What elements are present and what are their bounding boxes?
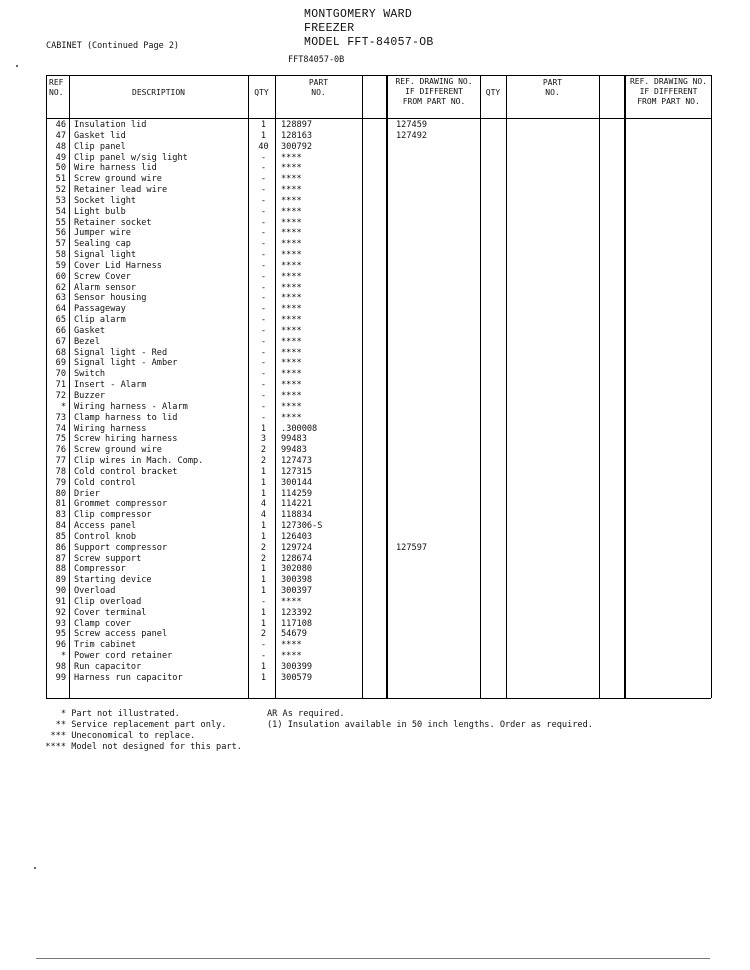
qty-cell: - bbox=[260, 228, 267, 239]
header-part-no: PART NO. bbox=[308, 78, 329, 97]
description-cell: Wiring harness bbox=[74, 423, 147, 434]
part-no-cell: 126403 bbox=[281, 531, 313, 542]
description-cell: Clamp cover bbox=[74, 618, 131, 629]
ref-no-cell: 65 bbox=[55, 315, 66, 326]
part-no-cell: 127315 bbox=[281, 466, 313, 477]
qty-cell: 1 bbox=[260, 130, 267, 141]
part-no-cell: **** bbox=[281, 152, 302, 163]
part-no-cell: **** bbox=[281, 282, 302, 293]
footnotes-left bbox=[44, 709, 242, 753]
ref-no-cell: 98 bbox=[55, 662, 66, 672]
col-line bbox=[480, 75, 481, 698]
col-line bbox=[248, 75, 249, 698]
header-description: DESCRIPTION bbox=[132, 88, 185, 97]
ref-drawing-cell: 127492 bbox=[396, 130, 428, 141]
part-no-cell: **** bbox=[281, 206, 302, 217]
qty-cell: - bbox=[260, 325, 267, 336]
part-no-cell: 127306-S bbox=[281, 521, 323, 532]
ref-no-cell: 93 bbox=[55, 618, 66, 629]
qty-cell: 2 bbox=[260, 629, 267, 640]
description-cell: Clip alarm bbox=[74, 315, 126, 326]
qty-cell: - bbox=[260, 217, 267, 228]
footnote-mark: *** bbox=[50, 731, 66, 741]
ref-no-cell: 83 bbox=[55, 510, 66, 521]
ref-no-cell: 90 bbox=[55, 586, 66, 597]
qty-cell: - bbox=[260, 293, 267, 304]
ref-no-cell: 72 bbox=[55, 391, 66, 401]
footnote: (1) Insulation available in 50 inch lengths. Order as required. bbox=[267, 720, 593, 730]
description-cell: Bezel bbox=[74, 336, 100, 347]
footnote bbox=[44, 742, 242, 753]
description-cell: Passageway bbox=[74, 304, 126, 315]
part-no-cell: **** bbox=[281, 239, 302, 250]
ref-no-cell: 99 bbox=[55, 672, 66, 683]
qty-cell: 3 bbox=[260, 434, 267, 445]
part-no-cell: 300399 bbox=[281, 662, 313, 672]
qty-cell: - bbox=[260, 282, 267, 293]
part-no-cell: **** bbox=[281, 304, 302, 315]
qty-cell: 1 bbox=[260, 531, 267, 542]
ref-no-cell: 89 bbox=[55, 575, 66, 586]
footnote-text: Service replacement part only. bbox=[71, 720, 227, 730]
part-no-cell: .300008 bbox=[281, 423, 318, 434]
part-no-cell: 300792 bbox=[281, 141, 313, 152]
part-no-cell: **** bbox=[281, 596, 302, 607]
qty-cell: 4 bbox=[260, 510, 267, 521]
footnote bbox=[44, 709, 242, 720]
ref-no-cell: 87 bbox=[55, 553, 66, 564]
ref-no-cell: 76 bbox=[55, 445, 66, 456]
qty-cell: - bbox=[260, 163, 267, 174]
description-cell: Switch bbox=[74, 369, 106, 380]
part-no-cell: 302080 bbox=[281, 564, 313, 575]
description-cell: Buzzer bbox=[74, 391, 106, 401]
qty-cell: - bbox=[260, 380, 267, 391]
ref-no-cell: 52 bbox=[55, 185, 66, 196]
description-cell: Wiring harness - Alarm bbox=[74, 401, 188, 412]
ref-no-cell: 75 bbox=[55, 434, 66, 445]
ref-no-cell: 96 bbox=[55, 640, 66, 651]
part-no-cell: **** bbox=[281, 271, 302, 282]
description-cell: Screw support bbox=[74, 553, 142, 564]
part-no-cell: 99483 bbox=[281, 445, 307, 456]
part-no-cell: **** bbox=[281, 391, 302, 401]
scan-speck bbox=[16, 65, 18, 67]
ref-no-cell: 53 bbox=[55, 195, 66, 206]
description-cell: Signal light - Red bbox=[74, 347, 168, 358]
description-cell: Signal light bbox=[74, 250, 137, 261]
footnote-text: Uneconomical to replace. bbox=[71, 731, 196, 741]
part-no-cell: 300579 bbox=[281, 672, 313, 683]
qty-cell: - bbox=[260, 185, 267, 196]
ref-no-cell: 77 bbox=[55, 456, 66, 467]
ref-no-cell: 69 bbox=[55, 358, 66, 369]
header-ref-drawing: REF. DRAWING NO. IF DIFFERENT FROM PART NO. bbox=[395, 77, 473, 106]
qty-cell: 1 bbox=[260, 477, 267, 488]
ref-no-cell: 49 bbox=[55, 152, 66, 163]
ref-no-cell: * bbox=[60, 651, 66, 662]
description-cell: Access panel bbox=[74, 521, 137, 532]
part-no-cell: **** bbox=[281, 651, 302, 662]
ref-no-cell: 88 bbox=[55, 564, 66, 575]
ref-no-cell: 66 bbox=[55, 325, 66, 336]
page-bottom-rule bbox=[36, 958, 710, 959]
qty-cell: - bbox=[260, 358, 267, 369]
footnote-text: Part not illustrated. bbox=[71, 709, 180, 719]
description-cell: Clip panel w/sig light bbox=[74, 152, 188, 163]
description-cell: Control knob bbox=[74, 531, 137, 542]
part-no-cell: 114221 bbox=[281, 499, 313, 510]
part-no-cell: **** bbox=[281, 260, 302, 271]
qty-cell: 2 bbox=[260, 553, 267, 564]
header-part-no-2: PART NO. bbox=[542, 78, 563, 97]
description-cell: Alarm sensor bbox=[74, 282, 137, 293]
footnote-mark: * bbox=[60, 709, 66, 719]
qty-cell: - bbox=[260, 174, 267, 185]
description-cell: Cover Lid Harness bbox=[74, 260, 162, 271]
description-cell: Screw ground wire bbox=[74, 445, 162, 456]
footnote: AR As required. bbox=[267, 709, 345, 719]
description-cell: Screw hiring harness bbox=[74, 434, 178, 445]
ref-no-cell: 47 bbox=[55, 130, 66, 141]
description-cell: Gasket bbox=[74, 325, 106, 336]
qty-cell: 2 bbox=[260, 456, 267, 467]
qty-cell: 2 bbox=[260, 542, 267, 553]
part-no-cell: **** bbox=[281, 640, 302, 651]
description-cell: Socket light bbox=[74, 195, 137, 206]
col-line bbox=[506, 75, 507, 698]
description-cell: Screw access panel bbox=[74, 629, 168, 640]
description-cell: Screw Cover bbox=[74, 271, 131, 282]
part-no-cell: 128163 bbox=[281, 130, 313, 141]
footnote-text: Model not designed for this part. bbox=[71, 742, 242, 752]
part-no-cell: **** bbox=[281, 217, 302, 228]
ref-no-cell: 95 bbox=[55, 629, 66, 640]
description-cell: Starting device bbox=[74, 575, 152, 586]
description-cell: Trim cabinet bbox=[74, 640, 137, 651]
qty-cell: 1 bbox=[260, 120, 267, 130]
qty-cell: - bbox=[260, 391, 267, 401]
description-cell: Compressor bbox=[74, 564, 126, 575]
header-qty-2: QTY bbox=[485, 88, 501, 97]
qty-cell: 1 bbox=[260, 586, 267, 597]
footnote bbox=[44, 720, 242, 731]
part-no-cell: 300144 bbox=[281, 477, 313, 488]
part-no-cell: **** bbox=[281, 174, 302, 185]
model-name: MODEL FFT-84057-OB bbox=[304, 36, 434, 49]
description-cell: Overload bbox=[74, 586, 116, 597]
description-cell: Wire harness lid bbox=[74, 163, 157, 174]
ref-no-cell: 57 bbox=[55, 239, 66, 250]
ref-no-cell: 62 bbox=[55, 282, 66, 293]
ref-no-cell: 78 bbox=[55, 466, 66, 477]
qty-cell: - bbox=[260, 304, 267, 315]
description-cell: Retainer socket bbox=[74, 217, 152, 228]
qty-cell: 1 bbox=[260, 672, 267, 683]
ref-no-cell: 51 bbox=[55, 174, 66, 185]
footnotes-right bbox=[267, 709, 593, 731]
ref-no-cell: 85 bbox=[55, 531, 66, 542]
col-line bbox=[624, 75, 626, 698]
col-line bbox=[386, 75, 388, 698]
part-no-cell: **** bbox=[281, 358, 302, 369]
part-no-cell: **** bbox=[281, 369, 302, 380]
ref-no-cell: * bbox=[60, 401, 66, 412]
part-no-cell: **** bbox=[281, 347, 302, 358]
table-top-border bbox=[46, 75, 711, 76]
part-no-cell: 300398 bbox=[281, 575, 313, 586]
description-cell: Retainer lead wire bbox=[74, 185, 168, 196]
part-no-cell: **** bbox=[281, 325, 302, 336]
qty-cell: - bbox=[260, 640, 267, 651]
scan-speck bbox=[34, 867, 36, 869]
col-line bbox=[599, 75, 600, 698]
product-name: FREEZER bbox=[304, 22, 355, 35]
part-no-cell: **** bbox=[281, 163, 302, 174]
description-cell: Clip panel bbox=[74, 141, 126, 152]
footnote-mark: ** bbox=[55, 720, 66, 730]
ref-no-cell: 86 bbox=[55, 542, 66, 553]
part-no-cell: 54679 bbox=[281, 629, 307, 640]
table-bottom-border bbox=[46, 698, 711, 699]
part-no-cell: **** bbox=[281, 195, 302, 206]
ref-no-cell: 48 bbox=[55, 141, 66, 152]
part-no-cell: 99483 bbox=[281, 434, 307, 445]
footnote-mark: **** bbox=[45, 742, 66, 752]
description-cell: Insulation lid bbox=[74, 120, 147, 130]
part-no-cell: **** bbox=[281, 315, 302, 326]
ref-no-cell: 64 bbox=[55, 304, 66, 315]
description-cell: Cold control bbox=[74, 477, 137, 488]
part-no-cell: **** bbox=[281, 380, 302, 391]
qty-cell: - bbox=[260, 195, 267, 206]
ref-no-cell: 54 bbox=[55, 206, 66, 217]
col-line bbox=[69, 75, 70, 698]
description-cell: Signal light - Amber bbox=[74, 358, 178, 369]
ref-no-cell: 63 bbox=[55, 293, 66, 304]
description-cell: Clamp harness to lid bbox=[74, 412, 178, 423]
section-title: CABINET (Continued Page 2) bbox=[46, 41, 180, 51]
qty-cell: 1 bbox=[260, 521, 267, 532]
part-no-cell: **** bbox=[281, 336, 302, 347]
header-qty: QTY bbox=[254, 88, 269, 97]
qty-cell: - bbox=[260, 401, 267, 412]
ref-drawing-cell: 127459 bbox=[396, 120, 428, 130]
ref-no-cell: 70 bbox=[55, 369, 66, 380]
description-cell: Power cord retainer bbox=[74, 651, 173, 662]
model-code: FFT84057-0B bbox=[288, 55, 345, 65]
qty-cell: - bbox=[260, 239, 267, 250]
qty-cell: - bbox=[260, 206, 267, 217]
header-ref-drawing-2: REF. DRAWING NO. IF DIFFERENT FROM PART NO. bbox=[629, 77, 708, 106]
description-cell: Sensor housing bbox=[74, 293, 147, 304]
description-cell: Screw ground wire bbox=[74, 174, 162, 185]
qty-cell: 2 bbox=[260, 445, 267, 456]
description-cell: Harness run capacitor bbox=[74, 672, 183, 683]
qty-cell: - bbox=[260, 596, 267, 607]
qty-cell: - bbox=[260, 651, 267, 662]
description-cell: Support compressor bbox=[74, 542, 168, 553]
ref-no-cell: 81 bbox=[55, 499, 66, 510]
description-cell: Grommet compressor bbox=[74, 499, 168, 510]
ref-no-cell: 59 bbox=[55, 260, 66, 271]
document-header bbox=[304, 8, 434, 50]
ref-no-cell: 74 bbox=[55, 423, 66, 434]
ref-drawing-cell: 127597 bbox=[396, 542, 428, 553]
qty-cell: 40 bbox=[258, 141, 269, 152]
ref-no-cell: 50 bbox=[55, 163, 66, 174]
qty-cell: - bbox=[260, 152, 267, 163]
qty-cell: - bbox=[260, 347, 267, 358]
ref-no-cell: 92 bbox=[55, 607, 66, 618]
qty-cell: 1 bbox=[260, 466, 267, 477]
qty-cell: - bbox=[260, 336, 267, 347]
qty-cell: - bbox=[260, 369, 267, 380]
description-cell: Gasket lid bbox=[74, 130, 126, 141]
ref-no-cell: 46 bbox=[55, 120, 66, 130]
qty-cell: 1 bbox=[260, 423, 267, 434]
ref-no-cell: 80 bbox=[55, 488, 66, 499]
ref-no-cell: 68 bbox=[55, 347, 66, 358]
qty-cell: - bbox=[260, 271, 267, 282]
description-cell: Clip wires in Mach. Comp. bbox=[74, 456, 204, 467]
description-cell: Clip overload bbox=[74, 596, 142, 607]
part-no-cell: **** bbox=[281, 228, 302, 239]
part-no-cell: 127473 bbox=[281, 456, 313, 467]
part-no-cell: **** bbox=[281, 185, 302, 196]
ref-no-cell: 71 bbox=[55, 380, 66, 391]
part-no-cell: 300397 bbox=[281, 586, 313, 597]
footnote bbox=[44, 731, 242, 742]
qty-cell: 1 bbox=[260, 488, 267, 499]
ref-no-cell: 58 bbox=[55, 250, 66, 261]
qty-cell: - bbox=[260, 315, 267, 326]
col-line bbox=[362, 75, 363, 698]
ref-no-cell: 56 bbox=[55, 228, 66, 239]
part-no-cell: 114259 bbox=[281, 488, 313, 499]
qty-cell: 1 bbox=[260, 618, 267, 629]
description-cell: Run capacitor bbox=[74, 662, 142, 672]
part-no-cell: **** bbox=[281, 293, 302, 304]
brand-name: MONTGOMERY WARD bbox=[304, 8, 413, 21]
qty-cell: 1 bbox=[260, 662, 267, 672]
qty-cell: 1 bbox=[260, 607, 267, 618]
qty-cell: 1 bbox=[260, 575, 267, 586]
ref-no-cell: 55 bbox=[55, 217, 66, 228]
part-no-cell: **** bbox=[281, 250, 302, 261]
qty-cell: 1 bbox=[260, 564, 267, 575]
qty-cell: - bbox=[260, 250, 267, 261]
description-cell: Jumper wire bbox=[74, 228, 131, 239]
ref-no-cell: 73 bbox=[55, 412, 66, 423]
description-cell: Cold control bracket bbox=[74, 466, 178, 477]
table-header-divider bbox=[46, 118, 711, 119]
ref-no-cell: 67 bbox=[55, 336, 66, 347]
header-ref-no: REF NO. bbox=[49, 78, 64, 97]
ref-no-cell: 91 bbox=[55, 596, 66, 607]
part-no-cell: **** bbox=[281, 401, 302, 412]
description-cell: Cover terminal bbox=[74, 607, 147, 618]
description-cell: Insert - Alarm bbox=[74, 380, 147, 391]
qty-cell: 4 bbox=[260, 499, 267, 510]
description-cell: Light bulb bbox=[74, 206, 126, 217]
part-no-cell: 128674 bbox=[281, 553, 313, 564]
part-no-cell: 128897 bbox=[281, 120, 313, 130]
part-no-cell: 129724 bbox=[281, 542, 313, 553]
part-no-cell: **** bbox=[281, 412, 302, 423]
qty-cell: - bbox=[260, 260, 267, 271]
description-cell: Drier bbox=[74, 488, 100, 499]
ref-no-cell: 84 bbox=[55, 521, 66, 532]
part-no-cell: 123392 bbox=[281, 607, 313, 618]
description-cell: Clip compressor bbox=[74, 510, 152, 521]
col-line bbox=[711, 75, 712, 698]
qty-cell: - bbox=[260, 412, 267, 423]
part-no-cell: 118834 bbox=[281, 510, 313, 521]
part-no-cell: 117108 bbox=[281, 618, 313, 629]
description-cell: Sealing cap bbox=[74, 239, 131, 250]
ref-no-cell: 79 bbox=[55, 477, 66, 488]
ref-no-cell: 60 bbox=[55, 271, 66, 282]
